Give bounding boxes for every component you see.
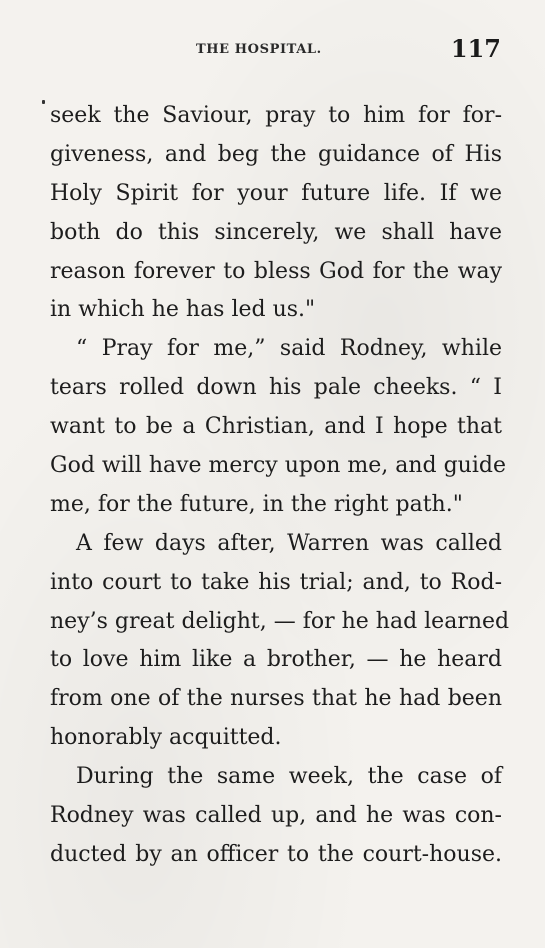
text-line: “ Pray for me,” said Rodney, while xyxy=(76,336,502,362)
text-line: into court to take his trial; and, to Rod- xyxy=(50,569,502,595)
running-head: THE HOSPITAL. xyxy=(196,42,322,57)
text-line: Rodney was called up, and he was con- xyxy=(50,803,502,829)
text-line: ney’s great delight, — for he had learned xyxy=(50,608,510,634)
text-line: reason forever to bless God for the way xyxy=(50,258,502,284)
text-line: During the same week, the case of xyxy=(76,764,502,790)
text-line: me, for the future, in the right path." xyxy=(50,491,463,517)
text-line: giveness, and beg the guidance of His xyxy=(50,141,502,167)
text-line: from one of the nurses that he had been xyxy=(50,686,502,712)
text-line: Holy Spirit for your future life. If we xyxy=(50,180,502,206)
text-line: ducted by an officer to the court-house. xyxy=(50,841,502,867)
text-line: to love him like a brother, — he heard xyxy=(50,647,502,673)
body-text xyxy=(50,97,510,875)
page-number: 117 xyxy=(450,34,501,63)
text-line: tears rolled down his pale cheeks. “ I xyxy=(50,375,502,401)
text-line: in which he has led us." xyxy=(50,297,316,323)
text-line: God will have mercy upon me, and guide xyxy=(50,453,506,479)
ink-speck xyxy=(42,100,45,104)
text-line: honorably acquitted. xyxy=(50,725,282,751)
text-line: A few days after, Warren was called xyxy=(76,530,502,556)
text-line: seek the Saviour, pray to him for for- xyxy=(50,103,502,128)
text-line: want to be a Christian, and I hope that xyxy=(50,414,502,440)
text-line: both do this sincerely, we shall have xyxy=(50,219,502,245)
page-header xyxy=(196,36,501,66)
